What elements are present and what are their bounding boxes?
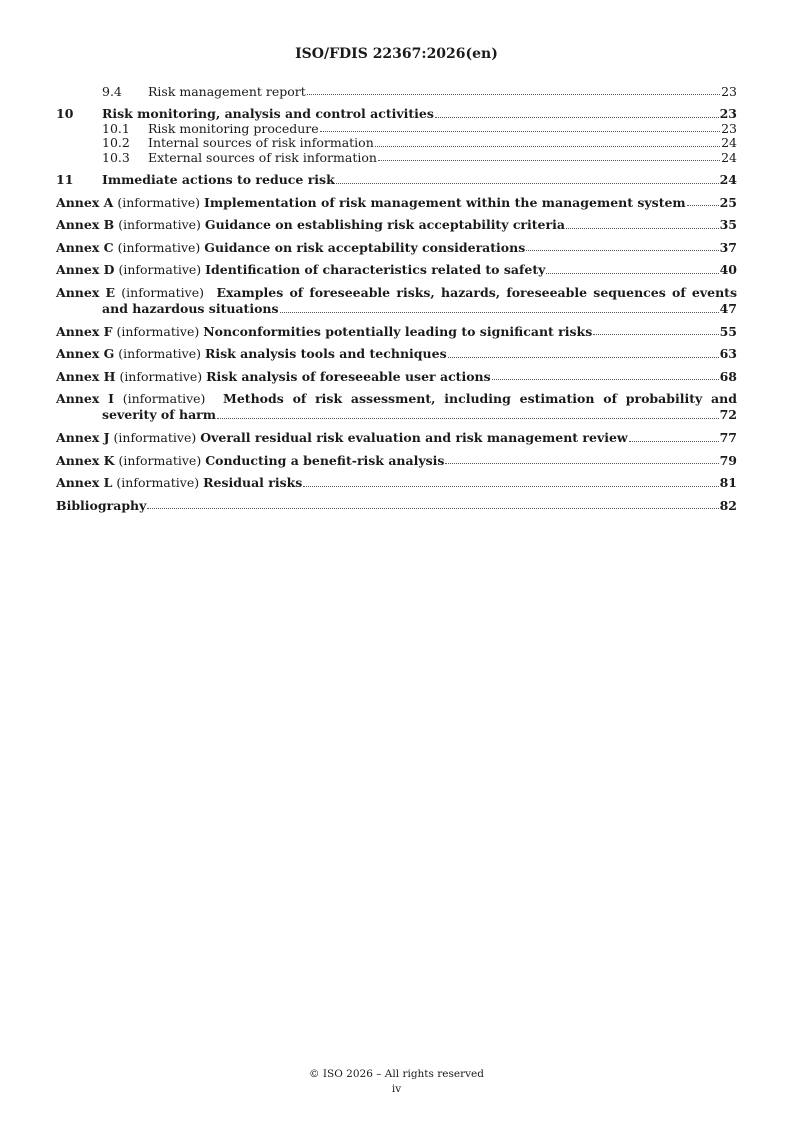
annex-label: Annex H bbox=[56, 368, 116, 384]
toc-entry-page: 72 bbox=[719, 407, 737, 422]
toc-entry-annex-b[interactable] bbox=[56, 217, 737, 233]
toc-entry-number: 11 bbox=[56, 172, 74, 187]
toc-entry-page: 35 bbox=[719, 217, 737, 232]
document-header bbox=[0, 46, 793, 62]
toc-entry-title: Guidance on establishing risk acceptability criteria bbox=[204, 217, 565, 232]
page-footer bbox=[0, 1067, 793, 1097]
annex-type: (informative) bbox=[117, 239, 201, 255]
toc-entry-annex-k[interactable] bbox=[56, 453, 737, 469]
toc-entry-page: 25 bbox=[719, 194, 737, 210]
toc-entry-title: Nonconformities potentially leading to significant risks bbox=[203, 323, 593, 339]
toc-entry-title: Guidance on risk acceptability considerations bbox=[204, 239, 526, 255]
toc-entry-10-3[interactable] bbox=[56, 151, 737, 166]
dot-leader bbox=[492, 379, 719, 380]
toc-entry-annex-d[interactable] bbox=[56, 262, 737, 278]
annex-label: Annex I bbox=[56, 391, 114, 406]
toc-entry-title: Bibliography bbox=[56, 497, 147, 513]
toc-entry-title: Risk monitoring procedure bbox=[148, 120, 319, 136]
annex-type: (informative) bbox=[116, 475, 200, 490]
dot-leader bbox=[217, 418, 719, 419]
toc-entry-title: Conducting a benefit-risk analysis bbox=[205, 452, 445, 468]
annex-type: (informative) bbox=[118, 262, 202, 277]
toc-entry-title: Identification of characteristics related to safety bbox=[205, 262, 546, 277]
toc-entry-title: Overall residual risk evaluation and risk management review bbox=[200, 430, 628, 445]
toc-entry-title: Risk management report bbox=[148, 84, 306, 99]
annex-type: (informative) bbox=[122, 391, 206, 406]
toc-entry-annex-e[interactable] bbox=[56, 285, 737, 317]
dot-leader bbox=[448, 357, 719, 358]
dot-leader bbox=[378, 160, 720, 161]
toc-entry-page: 77 bbox=[719, 430, 737, 445]
toc-entry-page: 55 bbox=[719, 323, 737, 339]
dot-leader bbox=[546, 273, 718, 274]
toc-entry-page: 63 bbox=[719, 346, 737, 361]
annex-type: (informative) bbox=[121, 284, 204, 300]
toc-entry-title-line2: and hazardous situations bbox=[102, 300, 279, 316]
annex-type: (informative) bbox=[119, 368, 203, 384]
annex-type: (informative) bbox=[118, 452, 202, 468]
toc-entry-annex-i[interactable] bbox=[56, 391, 737, 423]
annex-type: (informative) bbox=[116, 323, 200, 339]
toc-entry-9-4[interactable] bbox=[56, 84, 737, 99]
dot-leader bbox=[320, 131, 720, 132]
annex-label: Annex C bbox=[56, 239, 114, 255]
toc-entry-10-2[interactable] bbox=[56, 136, 737, 151]
toc-entry-annex-c[interactable] bbox=[56, 240, 737, 256]
annex-label: Annex D bbox=[56, 262, 115, 277]
annex-type: (informative) bbox=[117, 194, 201, 210]
toc-entry-annex-a[interactable] bbox=[56, 195, 737, 211]
dot-leader bbox=[303, 486, 718, 487]
annex-label: Annex B bbox=[56, 217, 115, 232]
annex-label: Annex L bbox=[56, 475, 113, 490]
copyright-notice: © ISO 2026 – All rights reserved bbox=[309, 1068, 484, 1080]
dot-leader bbox=[687, 205, 719, 206]
annex-type: (informative) bbox=[118, 346, 202, 361]
toc-entry-title: External sources of risk information bbox=[148, 149, 377, 165]
dot-leader bbox=[307, 94, 720, 95]
toc-entry-title-line1: Methods of risk assessment, including estimation of probability and bbox=[223, 391, 737, 406]
toc-entry-page: 82 bbox=[719, 497, 737, 513]
annex-label: Annex G bbox=[56, 346, 115, 361]
toc-entry-annex-l[interactable] bbox=[56, 475, 737, 491]
toc-entry-annex-f[interactable] bbox=[56, 324, 737, 340]
toc-entry-number: 10.2 bbox=[102, 135, 130, 150]
dot-leader bbox=[629, 441, 719, 442]
dot-leader bbox=[566, 228, 719, 229]
toc-entry-title-line2: severity of harm bbox=[102, 407, 216, 422]
toc-entry-page: 23 bbox=[721, 120, 737, 136]
annex-label: Annex F bbox=[56, 323, 113, 339]
toc-entry-11[interactable] bbox=[56, 172, 737, 188]
toc-entry-page: 37 bbox=[719, 239, 737, 255]
annex-label: Annex E bbox=[56, 284, 116, 300]
toc-entry-title: Implementation of risk management within the management system bbox=[204, 194, 686, 210]
toc-entry-number: 10 bbox=[56, 106, 74, 121]
toc-entry-page: 24 bbox=[719, 172, 737, 187]
annex-label: Annex J bbox=[56, 430, 110, 445]
annex-label: Annex A bbox=[56, 194, 114, 210]
toc-entry-title: Immediate actions to reduce risk bbox=[102, 172, 335, 187]
toc-entry-title: Internal sources of risk information bbox=[148, 135, 374, 150]
annex-label: Annex K bbox=[56, 452, 115, 468]
dot-leader bbox=[280, 312, 719, 313]
toc-entry-bibliography[interactable] bbox=[56, 498, 737, 514]
toc-entry-page: 68 bbox=[719, 368, 737, 384]
toc-entry-number: 10.3 bbox=[102, 149, 130, 165]
toc-entry-title: Residual risks bbox=[203, 475, 303, 490]
toc-entry-title: Risk analysis of foreseeable user actions bbox=[206, 368, 491, 384]
dot-leader bbox=[445, 463, 718, 464]
toc-entry-page: 81 bbox=[719, 475, 737, 490]
toc-entry-title: Risk analysis tools and techniques bbox=[205, 346, 447, 361]
toc-entry-page: 40 bbox=[719, 262, 737, 277]
toc-entry-10[interactable] bbox=[56, 106, 737, 122]
toc-entry-annex-h[interactable] bbox=[56, 369, 737, 385]
toc-entry-title-line1: Examples of foreseeable risks, hazards, foreseeable sequences of events bbox=[216, 284, 737, 300]
annex-type: (informative) bbox=[118, 217, 201, 232]
toc-entry-page: 23 bbox=[721, 84, 737, 99]
dot-leader bbox=[147, 508, 718, 509]
table-of-contents bbox=[56, 84, 737, 513]
page-number: iv bbox=[391, 1083, 402, 1095]
toc-entry-page: 79 bbox=[719, 452, 737, 468]
toc-entry-annex-j[interactable] bbox=[56, 430, 737, 446]
toc-entry-number: 9.4 bbox=[102, 84, 122, 99]
annex-type: (informative) bbox=[113, 430, 197, 445]
toc-entry-page: 23 bbox=[719, 106, 737, 121]
toc-entry-number: 10.1 bbox=[102, 120, 130, 136]
toc-entry-page: 47 bbox=[719, 300, 737, 316]
dot-leader bbox=[375, 146, 720, 147]
toc-entry-title: Risk monitoring, analysis and control activities bbox=[102, 106, 434, 121]
toc-entry-page: 24 bbox=[721, 149, 737, 165]
dot-leader bbox=[526, 250, 718, 251]
toc-entry-10-1[interactable] bbox=[56, 122, 737, 137]
toc-entry-page: 24 bbox=[721, 135, 737, 150]
dot-leader bbox=[593, 334, 718, 335]
document-id: ISO/FDIS 22367:2026(en) bbox=[295, 46, 498, 62]
toc-entry-annex-g[interactable] bbox=[56, 346, 737, 362]
dot-leader bbox=[336, 183, 719, 184]
dot-leader bbox=[435, 117, 719, 118]
